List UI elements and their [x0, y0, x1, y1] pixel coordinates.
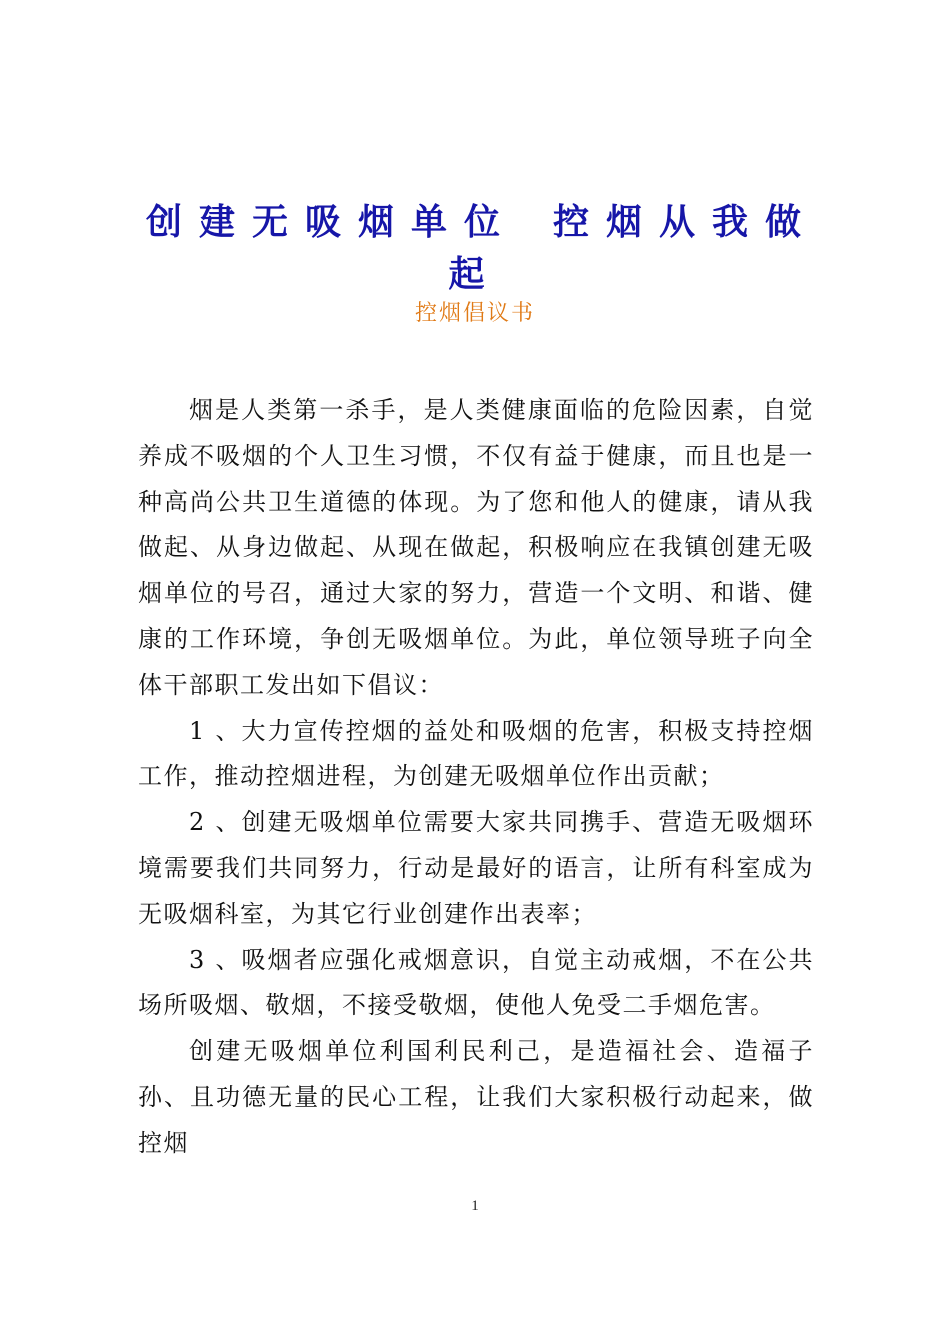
- paragraph-item-1: 1 、大力宣传控烟的益处和吸烟的危害，积极支持控烟工作，推动控烟进程，为创建无吸烟单位作出贡献；: [138, 716, 814, 791]
- title-part-1: 创建无吸烟单位: [145, 201, 517, 243]
- paragraph-closing: 创建无吸烟单位利国利民利己，是造福社会、造福子孙、且功德无量的民心工程，让我们大家积极行动起来，做控烟: [138, 1037, 814, 1157]
- paragraph-intro: 烟是人类第一杀手，是人类健康面临的危险因素，自觉养成不吸烟的个人卫生习惯，不仅有益于健康，而且也是一种高尚公共卫生道德的体现。为了您和他人的健康，请从我做起、从身边做起、从现在做起，积极响应在我镇创建无吸烟单位的号召，通过大家的努力，营造一个文明、和谐、健康的工作环境，争创无吸烟单位。为此，单位领导班子向全体干部职工发出如下倡议：: [138, 396, 814, 699]
- page-number: 1: [471, 1198, 479, 1214]
- title-part-2: 控烟从我做: [553, 201, 819, 243]
- paragraph-item-2: 2 、创建无吸烟单位需要大家共同携手、营造无吸烟环境需要我们共同努力，行动是最好的语言，让所有科室成为无吸烟科室，为其它行业创建作出表率；: [138, 808, 814, 928]
- paragraph-item-3: 3 、吸烟者应强化戒烟意识，自觉主动戒烟，不在公共场所吸烟、敬烟，不接受敬烟，使他人免受二手烟危害。: [138, 945, 814, 1020]
- document-title: [0, 196, 950, 300]
- title-line-2: 起: [448, 253, 502, 295]
- document-body: [138, 388, 814, 1167]
- title-line-1: [0, 196, 950, 248]
- document-subtitle: 控烟倡议书: [414, 301, 535, 326]
